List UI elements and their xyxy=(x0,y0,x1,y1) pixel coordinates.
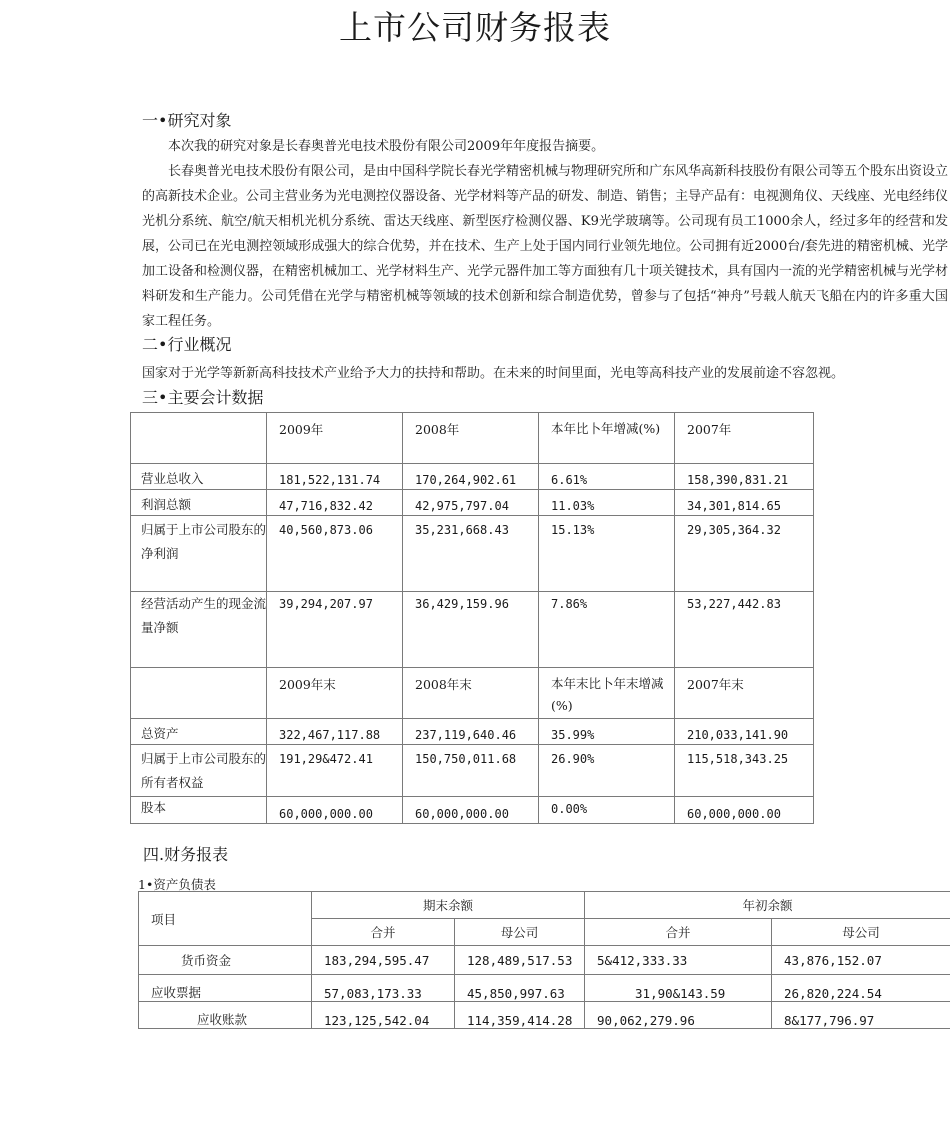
header-cell: 本年末比卜年末增减(%) xyxy=(539,668,675,719)
table-row: 应收账款 123,125,542.04 114,359,414.28 90,062,279.96 8&177,796.97 xyxy=(139,1002,950,1029)
header-cell-period-end: 期末余额 xyxy=(312,892,585,919)
header-cell: 本年比卜年增减(%) xyxy=(539,413,675,464)
section-heading-research-object: 一•研究对象 xyxy=(142,111,232,130)
header-cell-consolidated: 合并 xyxy=(585,919,772,946)
table-header-row xyxy=(131,413,814,464)
table-row: 应收票据 57,083,173.33 45,850,997.63 31,90&143.59 26,820,224.54 xyxy=(139,975,950,1002)
table-row: 归属于上市公司股东的净利润 40,560,873.06 35,231,668.43 15.13% 29,305,364.32 xyxy=(131,516,814,592)
section-heading-industry: 二•行业概况 xyxy=(142,335,232,354)
header-cell-parent: 母公司 xyxy=(772,919,950,946)
table-row: 利润总额 47,716,832.42 42,975,797.04 11.03% 34,301,814.65 xyxy=(131,490,814,516)
header-cell xyxy=(131,668,267,719)
table-row: 营业总收入 181,522,131.74 170,264,902.61 6.61% 158,390,831.21 xyxy=(131,464,814,490)
page-title: 上市公司财务报表 xyxy=(339,8,611,47)
accounting-data-table xyxy=(130,412,814,824)
header-cell xyxy=(131,413,267,464)
balance-sheet-table xyxy=(138,891,950,1029)
header-cell-year-begin: 年初余额 xyxy=(585,892,950,919)
header-cell: 2007年 xyxy=(675,413,814,464)
table-row: 股本 60,000,000.00 60,000,000.00 0.00% 60,000,000.00 xyxy=(131,797,814,824)
header-cell: 2007年末 xyxy=(675,668,814,719)
table-row: 总资产 322,467,117.88 237,119,640.46 35.99% 210,033,141.90 xyxy=(131,719,814,745)
table-row: 货币资金 183,294,595.47 128,489,517.53 5&412,333.33 43,876,152.07 xyxy=(139,946,950,975)
header-cell-item: 项目 xyxy=(139,892,312,946)
header-cell: 2009年末 xyxy=(267,668,403,719)
paragraph-industry: 国家对于光学等新新高科技技术产业给予大力的扶持和帮助。在未来的时间里面，光电等高科技产业的发展前途不容忽视。 xyxy=(142,366,845,381)
section-heading-accounting-data: 三•主要会计数据 xyxy=(142,388,264,407)
table-row: 经营活动产生的现金流量净额 39,294,207.97 36,429,159.96 7.86% 53,227,442.83 xyxy=(131,592,814,668)
header-cell: 2009年 xyxy=(267,413,403,464)
paragraph-research-object: 本次我的研究对象是长春奥普光电技术股份有限公司2009年年度报告摘要。 xyxy=(168,139,605,154)
header-cell-consolidated: 合并 xyxy=(312,919,455,946)
header-cell: 2008年末 xyxy=(403,668,539,719)
header-cell-parent: 母公司 xyxy=(455,919,585,946)
table-header-row xyxy=(131,668,814,719)
header-cell: 2008年 xyxy=(403,413,539,464)
section-heading-financial-statements: 四.财务报表 xyxy=(143,845,229,864)
paragraph-company-profile: 长春奥普光电技术股份有限公司，是由中国科学院长春光学精密机械与物理研究所和广东风华高新科技股份有限公司等五个股东出资设立的高新技术企业。公司主营业务为光电测控仪器设备、光学材料等产品的研发、制造、销售；主导产品有：电视测角仪、天线座、光电经纬仪光机分系统、航空/航天相机光机分系统、雷达天线座、新型医疗检测仪器、K9光学玻璃等。公司现有员工1000余人，经过多年的经营和发展，公司已在光电测控领域形成强大的综合优势，并在技术、生产上处于国内同行业领先地位。公司拥有近2000台/套先进的精密机械、光学加工设备和检测仪器，在精密机械加工、光学材料生产、光学元器件加工等方面独有几十项关键技术，具有国内一流的光学精密机械与光学材料研发和生产能力。公司凭借在光学与精密机械等领域的技术创新和综合制造优势，曾参与了包括“神舟”号载人航天飞船在内的许多重大国家工程任务。 xyxy=(142,164,949,329)
subheading-balance-sheet: 1•资产负债表 xyxy=(138,877,216,892)
table-row: 归属于上市公司股东的所有者权益 191,29&472.41 150,750,011.68 26.90% 115,518,343.25 xyxy=(131,745,814,797)
table-header-row xyxy=(139,892,950,919)
